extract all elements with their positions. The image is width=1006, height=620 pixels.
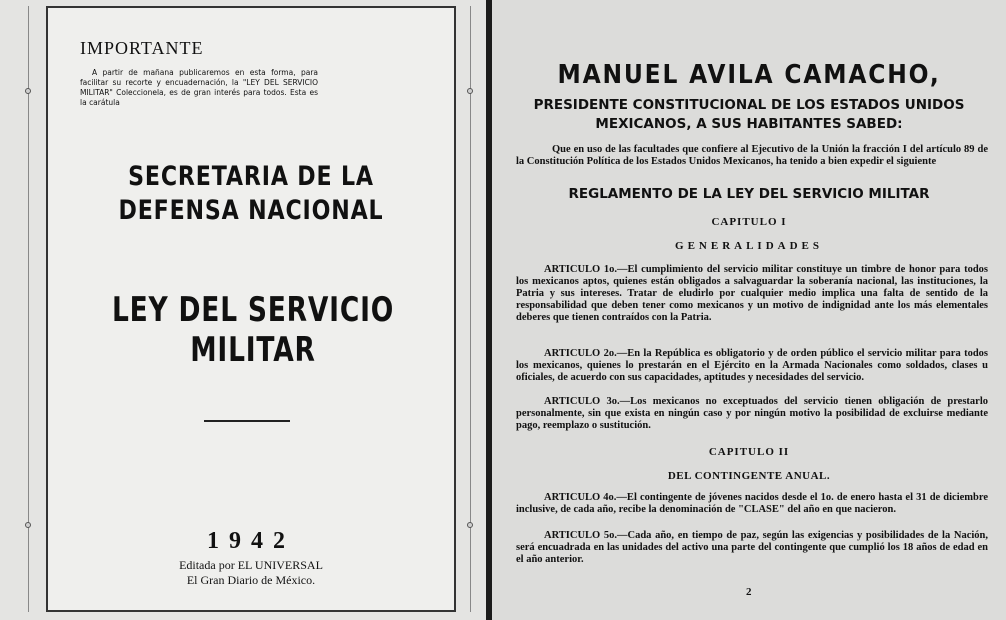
article-3: ARTICULO 3o.—Los mexicanos no exceptuados del servicio tienen obligación de prestarlo personalmente, sin que exista en ningún caso y por ningún motivo la posibilidad de excluirse mediante pago, reemplazo o sustitución. [516,396,988,431]
cover-rule [204,420,290,422]
president-subtitle: PRESIDENTE CONSTITUCIONAL DE LOS ESTADOS UNIDOS MEXICANOS, A SUS HABITANTES SABED: [533,97,965,132]
regulation-title: REGLAMENTO DE LA LEY DEL SERVICIO MILITAR [568,186,930,202]
article-4: ARTICULO 4o.—El contingente de jóvenes nacidos desde el 1o. de enero hasta el 31 de diciembre inclusive, de cada año, recibe la denominación de "CLASE" del año en que nacieron. [516,492,988,515]
intro-paragraph: Que en uso de las facultades que confiere al Ejecutivo de la Unión la fracción I del artículo 89 de la Constitución Política de los Estados Unidos Mexicanos, ha tenido a bien expedir el siguiente [516,144,988,167]
publication-year: 1942 [207,528,295,554]
right-page [492,0,1006,620]
chapter-2-heading: CAPITULO II [708,446,790,458]
president-name: MANUEL AVILA CAMACHO, [557,60,941,90]
important-heading: IMPORTANTE [80,38,204,58]
chapter-1-heading: CAPITULO I [711,216,787,228]
page-number: 2 [746,586,752,598]
ministry-line-2: DEFENSA NACIONAL [118,195,384,226]
binding-hole [467,88,473,94]
article-2: ARTICULO 2o.—En la República es obligatorio y de orden público el servicio militar para todos los mexicanos, quienes lo prestarán en el Ejército en la Armada Nacionales como soldados, clases u oficiales, de acuerdo con sus capacidades, aptitudes y necesidades del servicio. [516,348,988,383]
binding-hole [25,88,31,94]
ministry-title [85,160,418,228]
law-title: LEY DEL SERVICIO MILITAR [111,290,395,370]
chapter-1-name: GENERALIDADES [675,240,823,252]
article-1: ARTICULO 1o.—El cumplimiento del servicio militar constituye un timbre de honor para todos los mexicanos aptos, quienes están obligados a salvaguardar la soberanía nacional, las instituciones, la Patria y sus intereses. Tratar de eludirlo por cualquier medio implica una falta de sentido de la responsabilidad que deben tener como mexicanos y un motivo de indignidad ante los más elementales deberes que tienen contraídos con la Patria. [516,264,988,323]
editor-line-1: Editada por EL UNIVERSAL [179,558,323,572]
editor-line-2: El Gran Diario de México. [186,573,316,587]
cover-frame [46,6,456,612]
chapter-2-name: DEL CONTINGENTE ANUAL. [667,470,831,482]
article-5: ARTICULO 5o.—Cada año, en tiempo de paz, según las exigencias y posibilidades de la Nación, será encuadrada en las unidades del activo una parte del contingente que cumplió los 18 años de edad en el año anterior. [516,530,988,565]
important-note: A partir de mañana publicaremos en esta forma, para facilitar su recorte y encuadernación, la "LEY DEL SERVICIO MILITAR" Coleccionela, es de gran interés para todos. Esta es la carátula [80,68,318,107]
binding-hole [467,522,473,528]
editor-credit [48,558,454,588]
left-page [0,0,486,620]
ministry-line-1: SECRETARIA DE LA [128,161,374,192]
binding-hole [25,522,31,528]
